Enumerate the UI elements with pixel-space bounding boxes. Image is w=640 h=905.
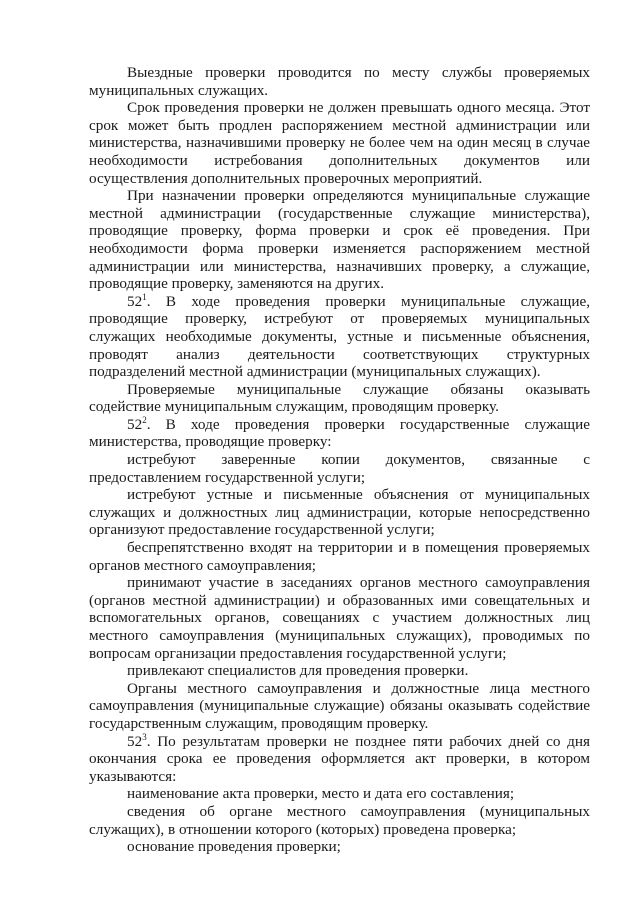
numbered-paragraph [89, 733, 590, 786]
paragraph-number-separator: . [146, 415, 166, 433]
paragraph-number: 52 [127, 292, 143, 310]
list-item-paragraph: наименование акта проверки, место и дата его составления; [127, 785, 515, 803]
paragraph-number: 52 [127, 732, 143, 750]
paragraph-text: В ходе проведения проверки государственные служащие министерства, проводящие проверку: [89, 415, 590, 451]
list-item-paragraph: истребуют устные и письменные объяснения от муниципальных служащих и должностных лиц администрации, которые непосредственно организуют предоставление государственной услуги; [89, 486, 590, 539]
paragraph-number-separator: . [146, 292, 166, 310]
list-item-paragraph: сведения об органе местного самоуправления (муниципальных служащих), в отношении которого (которых) проведена проверка; [89, 802, 590, 838]
paragraph-number: 52 [127, 415, 143, 433]
paragraph-number-superscript: 1 [142, 291, 147, 302]
paragraph: Органы местного самоуправления и должностные лица местного самоуправления (муниципальные служащие) обязаны оказывать содействие государственным служащим, проводящим проверку. [89, 679, 590, 732]
paragraph-number-superscript: 3 [142, 731, 147, 742]
paragraph: Срок проведения проверки не должен превышать одного месяца. Этот срок может быть продлен распоряжением местной администрации или министерства, назначившими проверку не более чем на один месяц в случае необходимости истребования дополнительных документов или осуществления дополнительных проверочных мероприятий. [89, 99, 590, 187]
list-item-paragraph: истребуют заверенные копии документов, связанные с предоставлением государственной услуги; [89, 451, 590, 486]
list-item-paragraph: беспрепятственно входят на территории и в помещения проверяемых органов местного самоуправления; [89, 539, 590, 574]
paragraph: Выездные проверки проводится по месту службы проверяемых муниципальных служащих. [89, 64, 590, 99]
paragraph-text: По результатам проверки не позднее пяти рабочих дней со дня окончания срока ее проведения оформляется акт проверки, в котором указываются: [89, 732, 591, 785]
list-item-paragraph: принимают участие в заседаниях органов местного самоуправления (органов местной администрации) и образованных ими совещательных и вспомогательных органов, совещаниях с участием должностных лиц местного самоуправления (муниципальных служащих), проводимых по вопросам организации предоставления государственной услуги; [89, 574, 590, 662]
paragraph-text: В ходе проведения проверки муниципальные служащие, проводящие проверку, истребуют от проверяемых муниципальных служащих необходимые документы, устные и письменные объяснения, проводят анализ деятельности соответствующих структурных подразделений местной администрации (муниципальных служащих). [89, 292, 590, 381]
paragraph: Проверяемые муниципальные служащие обязаны оказывать содействие муниципальным служащим, проводящим проверку. [89, 380, 590, 416]
paragraph-number-separator: . [146, 732, 158, 750]
list-item-paragraph: привлекают специалистов для проведения проверки. [127, 662, 469, 680]
list-item-paragraph: основание проведения проверки; [127, 838, 341, 856]
numbered-paragraph [89, 293, 590, 381]
numbered-paragraph [89, 416, 590, 451]
paragraph-number-superscript: 2 [142, 414, 147, 425]
paragraph: При назначении проверки определяются муниципальные служащие местной администрации (государственные служащие министерства), проводящие проверку, форма проверки и срок её проведения. При необходимости форма проверки изменяется распоряжением местной администрации или министерства, назначивших проверку, а служащие, проводящие проверку, заменяются на других. [89, 187, 590, 293]
